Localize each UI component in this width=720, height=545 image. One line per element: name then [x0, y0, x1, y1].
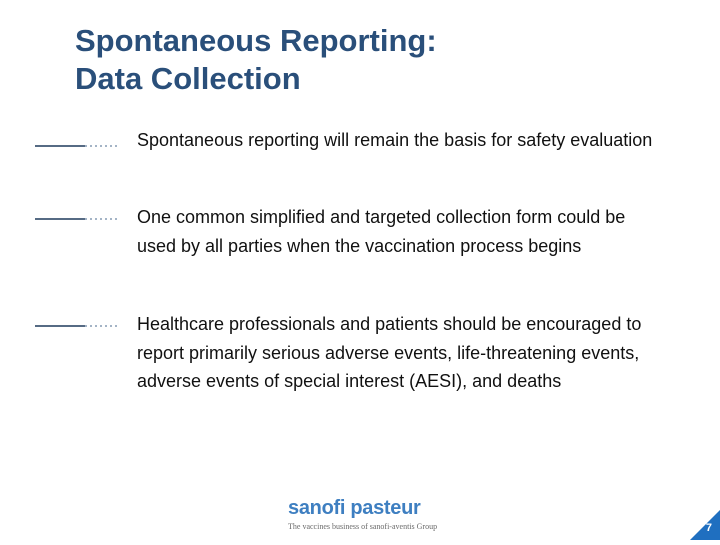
- slide-title: [75, 22, 437, 98]
- bullet-dash-icon: [35, 143, 120, 149]
- sanofi-pasteur-logo: [288, 497, 438, 535]
- slide-title-line-1: Spontaneous Reporting:: [75, 23, 437, 58]
- bullet-item-3: Healthcare professionals and patients should be encouraged to report primarily serious adverse events, life-threatening events, adverse events of special interest (AESI), and deaths: [137, 314, 642, 391]
- page-number: 7: [705, 522, 712, 534]
- logo-wordmark: sanofi pasteur: [288, 497, 421, 519]
- logo-tagline: The vaccines business of sanofi-aventis Group: [288, 522, 438, 531]
- bullet-dash-icon: [35, 323, 120, 329]
- slide-title-line-2: Data Collection: [75, 61, 301, 96]
- bullet-item-2: One common simplified and targeted collection form could be used by all parties when the vaccination process begins: [137, 207, 626, 256]
- bullet-dash-icon: [35, 216, 120, 222]
- bullet-item-1: Spontaneous reporting will remain the basis for safety evaluation: [137, 130, 653, 150]
